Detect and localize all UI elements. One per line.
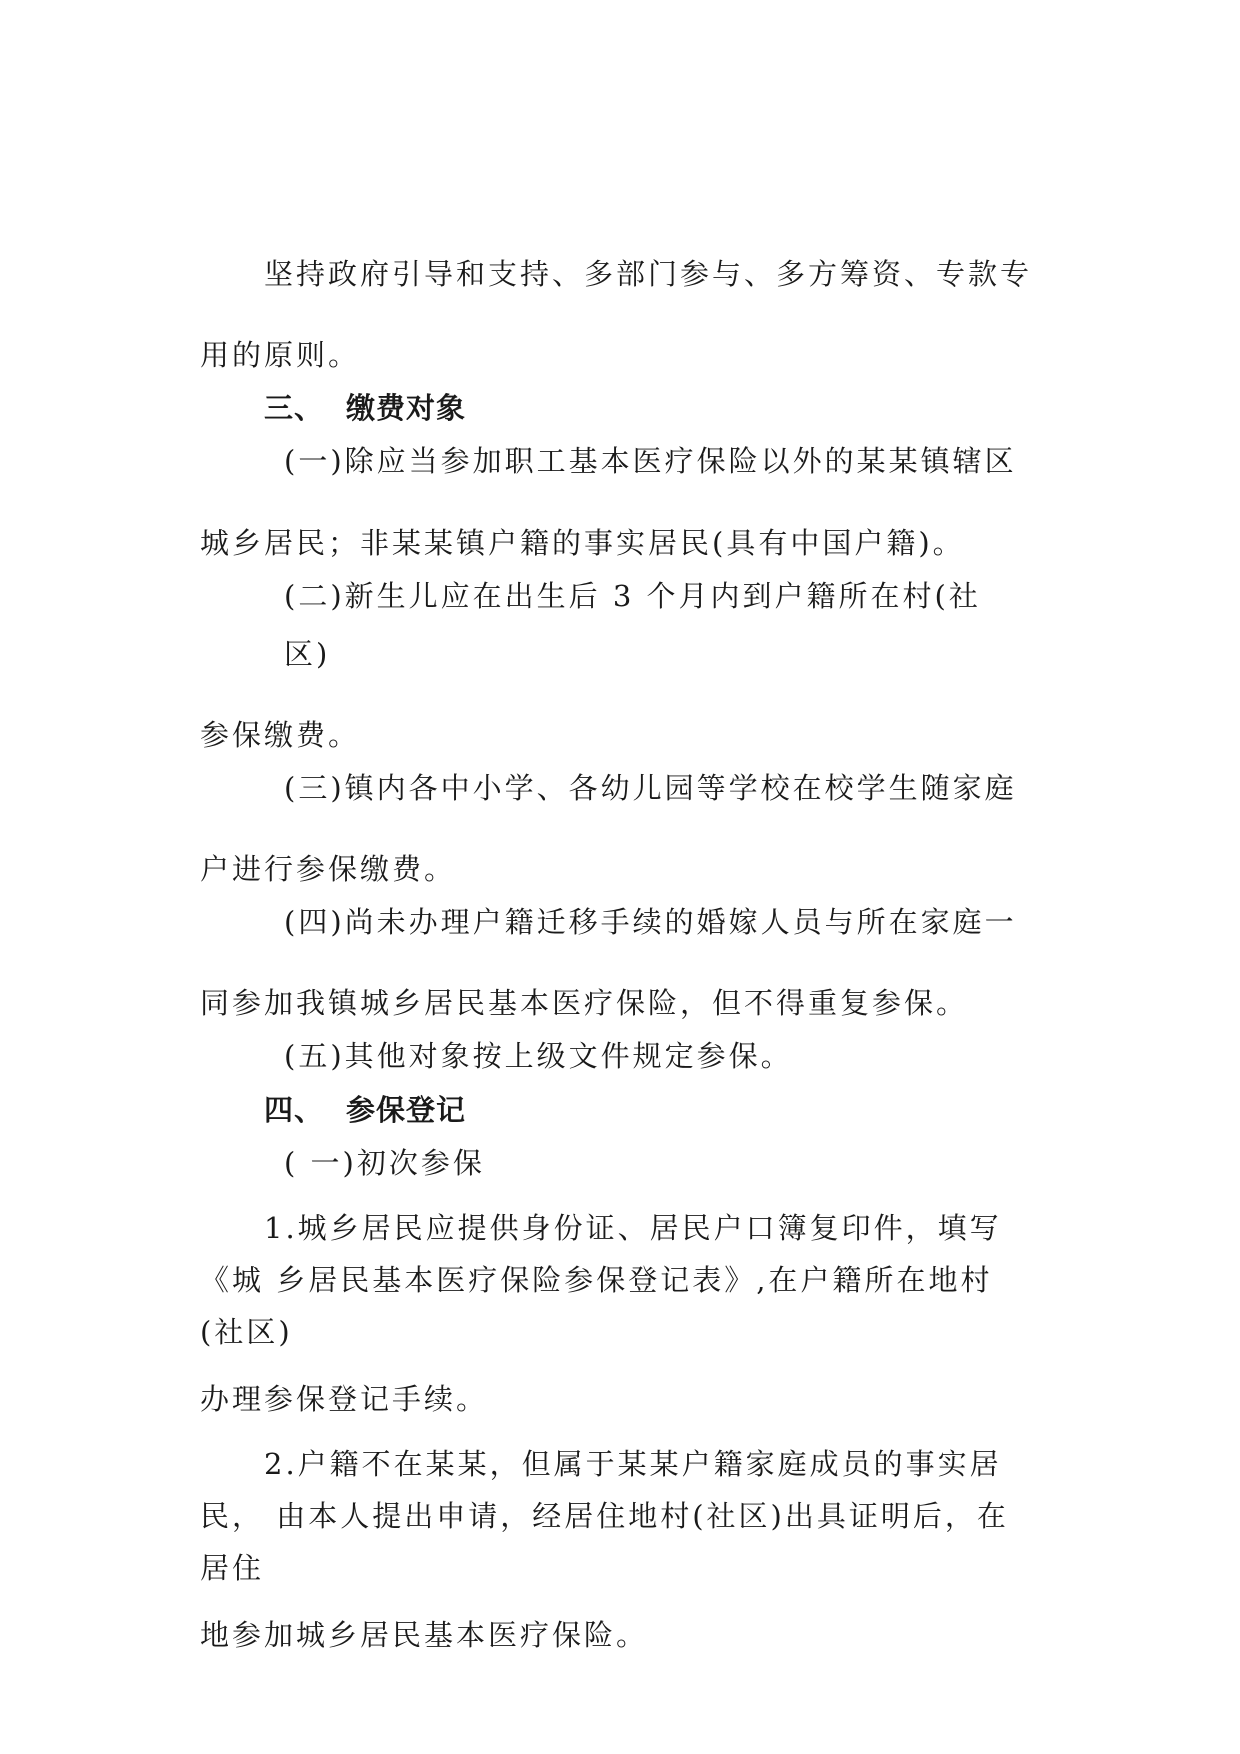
point-1-line-2: 《城 乡居民基本医疗保险参保登记表》,在户籍所在地村 — [200, 1263, 993, 1297]
section-number: 三、 — [264, 391, 325, 425]
item-2-line-1: (二)新生儿应在出生后 3 个月内到户籍所在村(社 — [284, 579, 981, 613]
section-title: 参保登记 — [346, 1093, 467, 1127]
item-2-line-2: 区) — [284, 637, 331, 671]
point-2-line-1: 2.户籍不在某某，但属于某某户籍家庭成员的事实居 — [264, 1447, 1002, 1481]
point-1-line-4: 办理参保登记手续。 — [200, 1382, 489, 1416]
section-title: 缴费对象 — [346, 391, 467, 425]
section-heading-payment-targets — [264, 390, 466, 426]
item-3-line-1: (三)镇内各中小学、各幼儿园等学校在校学生随家庭 — [284, 771, 1017, 805]
item-1-line-2: 城乡居民；非某某镇户籍的事实居民(具有中国户籍)。 — [200, 526, 965, 560]
point-1-line-3: (社区) — [200, 1315, 293, 1349]
item-3-line-2: 户进行参保缴费。 — [200, 852, 457, 886]
section-heading-registration — [264, 1092, 466, 1128]
point-1-line-1: 1.城乡居民应提供身份证、居民户口簿复印件，填写 — [264, 1211, 1002, 1245]
item-5-line-1: (五)其他对象按上级文件规定参保。 — [284, 1039, 793, 1073]
point-2-line-4: 地参加城乡居民基本医疗保险。 — [200, 1618, 649, 1652]
item-4-line-2: 同参加我镇城乡居民基本医疗保险，但不得重复参保。 — [200, 986, 969, 1020]
item-4-line-1: (四)尚未办理户籍迁移手续的婚嫁人员与所在家庭一 — [284, 905, 1017, 939]
item-1-line-1: (一)除应当参加职工基本医疗保险以外的某某镇辖区 — [284, 444, 1017, 478]
paragraph-principle-line-1: 坚持政府引导和支持、多部门参与、多方筹资、专款专 — [264, 257, 1033, 291]
point-2-line-3: 居住 — [200, 1551, 265, 1585]
section-number: 四、 — [264, 1093, 325, 1127]
item-2-line-3: 参保缴费。 — [200, 718, 361, 752]
paragraph-principle-line-2: 用的原则。 — [200, 338, 361, 372]
point-2-line-2: 民， 由本人提出申请，经居住地村(社区)出具证明后，在 — [200, 1499, 1009, 1533]
subsection-first-enrollment: ( 一)初次参保 — [284, 1146, 485, 1180]
